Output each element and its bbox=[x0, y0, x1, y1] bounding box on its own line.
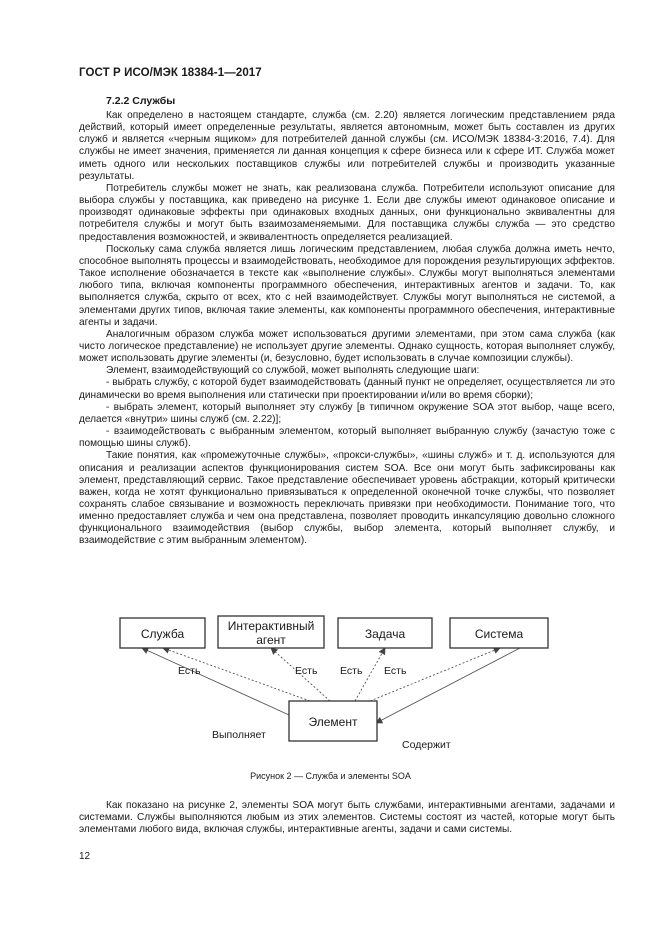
paragraph-usage: Аналогичным образом служба может использоваться другими элементами, при этом сама служба (как чисто логическое представление) не использует другие элементы. Однако сущность, которая выполняет службу, может использовать другие элементы (и, безусловно, будет использовать в случае композиции службы). bbox=[79, 328, 615, 365]
label-performs: Выполняет bbox=[212, 729, 266, 741]
list-item-select-service: - выбрать службу, с которой будет взаимодействовать (данный пункт не определяет, осуществляется ли это динамически во время выполнения или статически при проектировании и/или во время сборки); bbox=[79, 377, 615, 401]
list-item-interact: - взаимодействовать с выбранным элементом, который выполняет выбранную службу (зачастую тоже с помощью шины служб). bbox=[79, 426, 615, 450]
box-task-label: Задача bbox=[364, 627, 406, 641]
bottom-text bbox=[79, 800, 615, 836]
label-is-task: Есть bbox=[340, 665, 363, 677]
link-performs bbox=[142, 648, 289, 715]
document-header: ГОСТ Р ИСО/МЭК 18384-1—2017 bbox=[79, 67, 262, 79]
label-is-system: Есть bbox=[384, 665, 407, 677]
box-element-label: Элемент bbox=[308, 715, 358, 729]
figure-caption: Рисунок 2 — Служба и элементы SOA bbox=[250, 771, 411, 781]
label-is-service: Есть bbox=[178, 665, 201, 677]
paragraph-execution: Поскольку сама служба является лишь логическим представлением, любая служба должна иметь нечто, способное выполнять процессы и взаимодействовать, необходимое для порождения результирующих эффектов. Такое исполнение обозначается в тексте как «выполнение службы». Службы могут выполняться элементами любого типа, включая компоненты программного обеспечения, интерактивных агентов и задачи. То, как выполняется служба, скрыто от всех, кто с ней взаимодействует. Службы могут выполняться не системой, а элементами других типов, включая такие элементы, как компоненты программного обеспечения, интерактивные агенты и задачи. bbox=[79, 243, 615, 328]
paragraph-concepts: Такие понятия, как «промежуточные службы», «прокси-службы», «шины служб» и т. д. используются для описания и реализации аспектов функционирования систем SOA. Все они могут быть зафиксированы как элемент, представляющий сервис. Такое представление обеспечивает уровень абстракции, который критически важен, когда не хотят функционально привязываться к определенной оконечной точке службы, что позволяет сохранять слабое связывание и возможность переключать привязки при необходимости. Понимание того, что именно предоставляет служба и чем она представлена, позволяет проводить инкапсуляцию довольно сложного функционального взаимодействия (выбор службы, выбор элемента, который выполняет службу, и взаимодействие с этим выбранным элементом). bbox=[79, 450, 615, 547]
box-agent-label-line2: агент bbox=[256, 633, 286, 647]
box-service-label: Служба bbox=[140, 627, 185, 641]
list-item-select-element: - выбрать элемент, который выполняет эту службу [в типичном окружение SOA этот выбор, чаще всего, делается «внутри» шины служб (см. 2.22)]; bbox=[79, 401, 615, 425]
paragraph-steps-intro: Элемент, взаимодействующий со службой, может выполнять следующие шаги: bbox=[106, 365, 480, 377]
body-text bbox=[79, 110, 615, 548]
paragraph-figure-explanation: Как показано на рисунке 2, элементы SOA могут быть службами, интерактивными агентами, задачами и системами. Службы выполняются любым из этих элементов. Системы состоят из частей, которые могут быть элементами любого вида, включая службы, интерактивные агенты, задачи и сами системы. bbox=[79, 800, 615, 836]
paragraph-consumer: Потребитель службы может не знать, как реализована служба. Потребители используют описание для выбора службы у поставщика, как приведено на рисунке 1. Если две службы имеют одинаковое описание и производят одинаковые эффекты при одинаковых входных данных, они функционально эквивалентны для потребителя службы и могут быть взаимозаменяемыми. Для поставщика службы служба — это средство предоставления возможностей, и эквивалентность определяется реализацией. bbox=[79, 182, 615, 243]
paragraph-definition: Как определено в настоящем стандарте, служба (см. 2.20) является логическим представлением ряда действий, который имеет определенные результаты, является автономным, может быть составлен из других служб и является «черным ящиком» для потребителей данной службы (см. ИСО/МЭК 18384-3:2016, 7.4). Для службы не имеет значения, применяется ли данная концепция к сфере бизнеса или к сфере ИТ. Служба может иметь одного или нескольких поставщиков службы или потребителей службы и производить указанные результаты. bbox=[79, 110, 615, 182]
box-system-label: Система bbox=[474, 627, 524, 641]
box-agent-label-line1: Интерактивный bbox=[227, 619, 315, 633]
link-contains bbox=[376, 648, 520, 723]
label-contains: Содержит bbox=[402, 739, 451, 751]
section-title: 7.2.2 Службы bbox=[106, 95, 176, 107]
label-is-agent: Есть bbox=[295, 665, 318, 677]
soa-elements-diagram bbox=[100, 605, 600, 755]
page-number: 12 bbox=[79, 851, 91, 862]
